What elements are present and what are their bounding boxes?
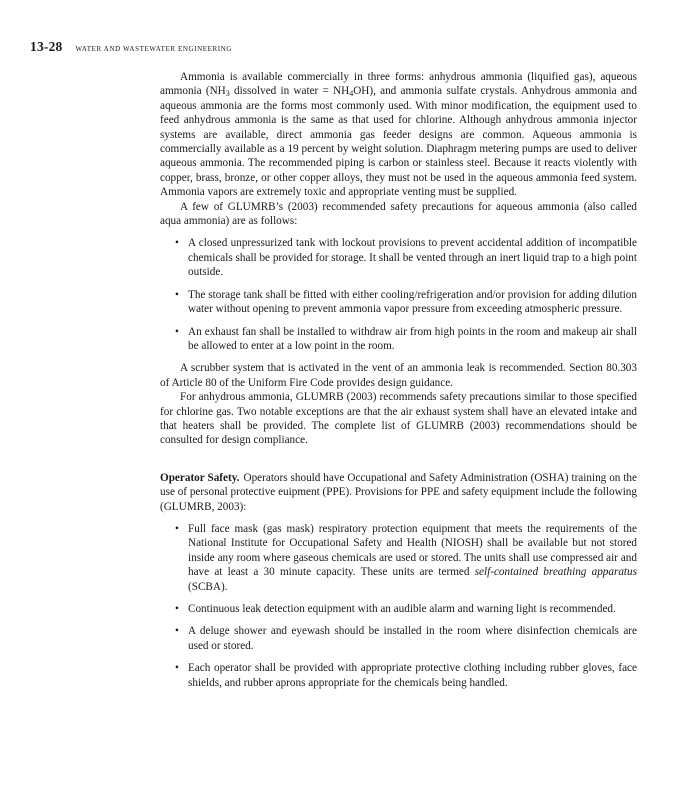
list-item: • Each operator shall be provided with appropriate protective clothing including rubber gloves, face shields, and rubber aprons appropriate for the chemicals being handled.: [175, 662, 637, 689]
paragraph-safety-intro: A few of GLUMRB’s (2003) recommended safety precautions for aqueous ammonia (also called aqua ammonia) are as follows:: [160, 200, 637, 228]
list-item: • Full face mask (gas mask) respiratory protection equipment that meets the requirements of the National Institute for Occupational Safety and Health (NIOSH) shall be available but not stored inside any room where gaseous chemicals are used or stored. The units shall use compressed air and have at least a 30 minute capacity. These units are termed self-contained breathing apparatus (SCBA).: [175, 522, 637, 593]
paragraph-scrubber: A scrubber system that is activated in the vent of an ammonia leak is recommended. Section 80.303 of Article 80 of the Uniform Fire Code provides design guidance.: [160, 362, 637, 389]
running-head: WATER AND WASTEWATER ENGINEERING: [75, 45, 233, 53]
list-item: • An exhaust fan shall be installed to withdraw air from high points in the room and makeup air shall be allowed to enter at a low point in the room.: [175, 325, 637, 352]
ppe-list: [160, 522, 637, 690]
paragraph-ammonia-forms: Ammonia is available commercially in three forms: anhydrous ammonia (liquified gas), aqueous ammonia ($NH_3$ dissolved in water = $NH_4OH$), and ammonia sulfate crystals. Anhydrous ammonia and aqueous ammonia are the forms most commonly used. With minor modification, the equipment used to feed anhydrous ammonia is the same as that used for chlorine. Although anhydrous ammonia injector systems are available, direct ammonia gas feeder designs are common. Aqueous ammonia is commercially available as a 19 percent by weight solution. Diaphragm metering pumps are used to deliver aqueous ammonia. The recommended piping is carbon or stainless steel. Because it reacts violently with copper, brass, bronze, or other copper alloys, they must not be used in the aqueous ammonia feed system. Ammonia vapors are extremely toxic and appropriate venting must be supplied.: [160, 71, 637, 199]
paragraph-operator-safety: Operator Safety. Operators should have Occupational and Safety Administration (OSHA) training on the use of personal protective euipment (PPE). Provisions for PPE and safety equipment include the following (GLUMRB, 2003):: [160, 471, 637, 513]
body-text: [160, 70, 637, 698]
list-item: • The storage tank shall be fitted with either cooling/refrigeration and/or provision for adding dilution water without opening to prevent ammonia vapor pressure from exceeding atmospheric pressure.: [175, 288, 637, 316]
aqueous-ammonia-precautions-list: [160, 236, 637, 353]
list-item: • A deluge shower and eyewash should be installed in the room where disinfection chemicals are used or stored.: [175, 625, 637, 652]
list-item: • Continuous leak detection equipment with an audible alarm and warning light is recommended.: [175, 603, 616, 615]
section-heading: Operator Safety.: [160, 471, 240, 484]
paragraph-anhydrous: For anhydrous ammonia, GLUMRB (2003) recommends safety precautions similar to those specified for chlorine gas. Two notable exceptions are that the air exhaust system shall have an elevated intake and that heaters shall be provided. The complete list of GLUMRB (2003) recommendations should be consulted for design compliance.: [160, 391, 637, 447]
list-item: • A closed unpressurized tank with lockout provisions to prevent accidental addition of incompatible chemicals shall be provided for storage. It shall be vented through an inert liquid trap to a high point outside.: [175, 237, 637, 279]
page-number: 13-28: [30, 39, 63, 54]
page-header: [30, 39, 232, 55]
